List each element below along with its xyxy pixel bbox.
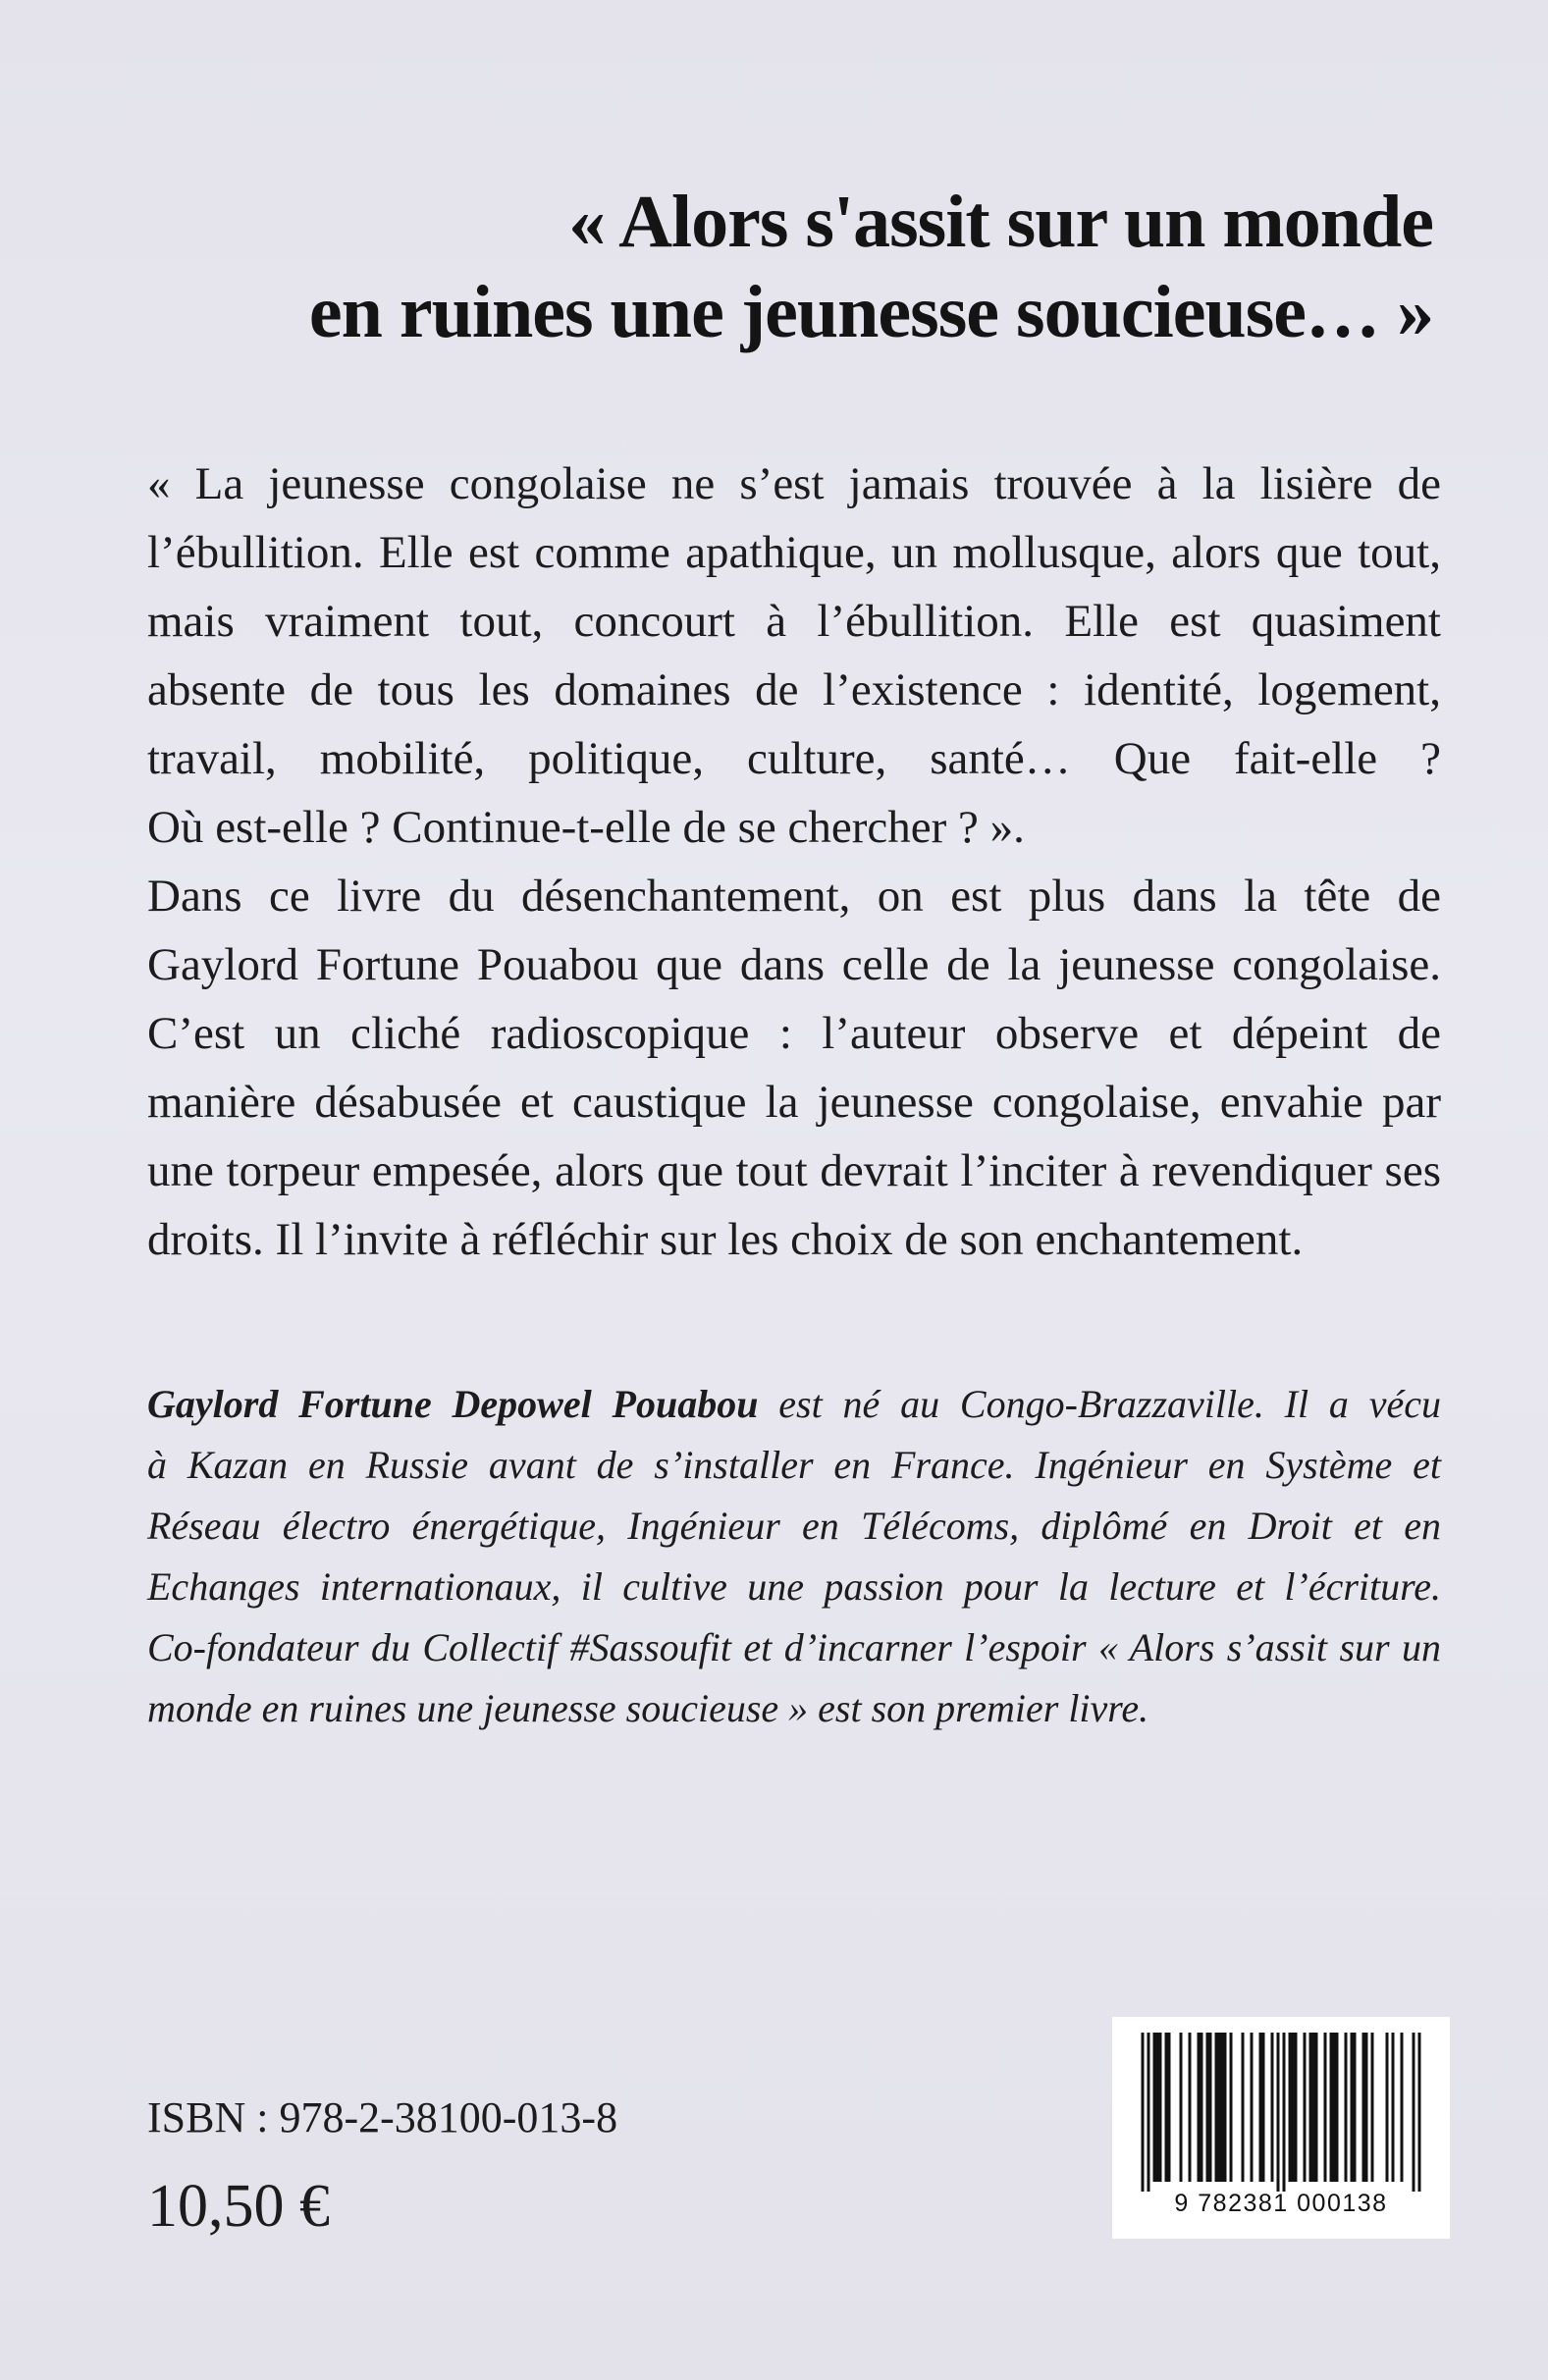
barcode-bar bbox=[1259, 2033, 1262, 2182]
blurb-text bbox=[147, 450, 1441, 1274]
barcode-bar bbox=[1312, 2033, 1315, 2182]
author-name: Gaylord Fortune Depowel Pouabou bbox=[147, 1382, 759, 1426]
blurb-paragraph bbox=[147, 450, 1441, 1274]
barcode-bar bbox=[1283, 2033, 1286, 2192]
barcode-bar bbox=[1333, 2033, 1336, 2182]
barcode-bar bbox=[1153, 2033, 1156, 2182]
blurb-line: l’ébullition. Elle est comme apathique, un mollusque, alors que tout, bbox=[147, 527, 1441, 578]
cover-quote-title bbox=[147, 177, 1433, 357]
barcode-bar bbox=[1277, 2033, 1280, 2192]
bio-line bbox=[147, 1374, 1441, 1435]
barcode-bar bbox=[1292, 2033, 1295, 2182]
isbn-label: ISBN : 978-2-38100-013-8 bbox=[147, 2093, 618, 2142]
barcode-bar bbox=[1336, 2033, 1339, 2182]
barcode-bar bbox=[1413, 2033, 1415, 2192]
barcode-bar bbox=[1351, 2033, 1354, 2182]
barcode-bar bbox=[1401, 2033, 1404, 2182]
blurb-line: Où est-elle ? Continue-t-elle de se chercher ? ». bbox=[147, 802, 1025, 853]
barcode-bar bbox=[1304, 2033, 1307, 2182]
blurb-line: Gaylord Fortune Pouabou que dans celle de la jeunesse congolaise. bbox=[147, 939, 1441, 990]
barcode-bar bbox=[1168, 2033, 1171, 2182]
blurb-line: droits. Il l’invite à réfléchir sur les choix de son enchantement. bbox=[147, 1214, 1304, 1265]
barcode-bar bbox=[1218, 2033, 1221, 2182]
blurb-line: « La jeunesse congolaise ne s’est jamais trouvée à la lisière de bbox=[147, 458, 1441, 509]
barcode-bar bbox=[1345, 2033, 1348, 2182]
price-label: 10,50 € bbox=[147, 2173, 330, 2240]
barcode-bar bbox=[1242, 2033, 1245, 2182]
barcode-bar bbox=[1418, 2033, 1421, 2192]
barcode-bar bbox=[1206, 2033, 1209, 2182]
barcode-bar bbox=[1315, 2033, 1318, 2182]
bio-line: Co-fondateur du Collectif #Sassoufit et d’incarner l’espoir « Alors s’assit sur un bbox=[147, 1625, 1441, 1669]
blurb-line: C’est un cliché radioscopique : l’auteur observe et dépeint de bbox=[147, 1008, 1441, 1059]
title-line-1: « Alors s'assit sur un monde bbox=[568, 181, 1433, 263]
barcode-bar bbox=[1271, 2033, 1274, 2182]
barcode-bar bbox=[1201, 2033, 1203, 2182]
barcode-digits: 9 782381 000138 bbox=[1174, 2190, 1388, 2217]
barcode-bar bbox=[1165, 2033, 1168, 2182]
barcode-bar bbox=[1295, 2033, 1298, 2182]
bio-line-rest: est né au Congo-Brazzaville. Il a vécu bbox=[758, 1382, 1441, 1426]
barcode-bar bbox=[1354, 2033, 1357, 2182]
barcode-bar bbox=[1371, 2033, 1374, 2182]
barcode-bar bbox=[1324, 2033, 1327, 2182]
blurb-line: Dans ce livre du désenchantement, on est plus dans la tête de bbox=[147, 871, 1441, 922]
barcode-bar bbox=[1365, 2033, 1368, 2182]
barcode-bar bbox=[1392, 2033, 1395, 2182]
bio-line: Echanges internationaux, il cultive une passion pour la lecture et l’écriture. bbox=[147, 1564, 1441, 1609]
barcode-bar bbox=[1209, 2033, 1212, 2182]
barcode-bar bbox=[1251, 2033, 1254, 2182]
blurb-line: manière désabusée et caustique la jeunesse congolaise, envahie par bbox=[147, 1077, 1441, 1128]
barcode-bar bbox=[1148, 2033, 1150, 2192]
title-line-2: en ruines une jeunesse soucieuse… » bbox=[308, 271, 1433, 353]
blurb-line: une torpeur empesée, alors que tout devrait l’inciter à revendiquer ses bbox=[147, 1145, 1441, 1196]
barcode-bar bbox=[1289, 2033, 1292, 2182]
barcode-bar bbox=[1180, 2033, 1183, 2182]
blurb-line: mais vraiment tout, concourt à l’ébullition. Elle est quasiment bbox=[147, 596, 1441, 647]
author-bio bbox=[147, 1374, 1441, 1739]
bio-line: Réseau électro énergétique, Ingénieur en Télécoms, diplômé en Droit et en bbox=[147, 1504, 1441, 1548]
bio-line: à Kazan en Russie avant de s’installer en France. Ingénieur en Système et bbox=[147, 1443, 1441, 1487]
barcode-bar bbox=[1362, 2033, 1365, 2182]
barcode-bar bbox=[1386, 2033, 1389, 2182]
barcode-bar bbox=[1215, 2033, 1218, 2182]
barcode-bar bbox=[1230, 2033, 1233, 2182]
barcode-bar bbox=[1142, 2033, 1145, 2192]
barcode-bar bbox=[1330, 2033, 1333, 2182]
barcode-bar bbox=[1189, 2033, 1192, 2182]
bio-line: monde en ruines une jeunesse soucieuse » est son premier livre. bbox=[147, 1686, 1149, 1730]
barcode-bar bbox=[1159, 2033, 1162, 2182]
barcode-bar bbox=[1156, 2033, 1159, 2182]
barcode bbox=[1112, 2017, 1450, 2239]
barcode-bar bbox=[1224, 2033, 1227, 2182]
barcode-bar bbox=[1262, 2033, 1265, 2182]
blurb-line: absente de tous les domaines de l’existence : identité, logement, bbox=[147, 664, 1441, 715]
blurb-line: travail, mobilité, politique, culture, santé… Que fait-elle ? bbox=[147, 733, 1441, 784]
barcode-bar bbox=[1198, 2033, 1201, 2182]
barcode-bar bbox=[1309, 2033, 1312, 2182]
barcode-bar bbox=[1221, 2033, 1224, 2182]
